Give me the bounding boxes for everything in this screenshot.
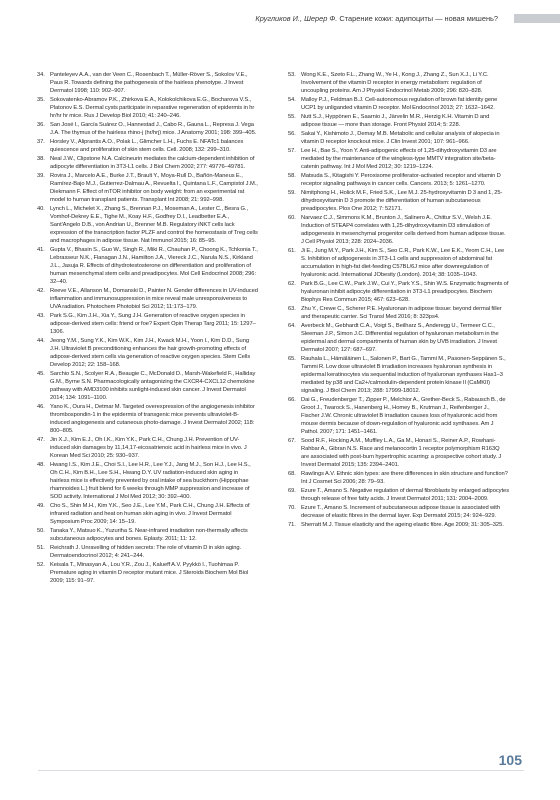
reference-text: Hwang I.S., Kim J.E., Choi S.I., Lee H.R., Lee Y.J., Jang M.J., Son H.J., Lee H.S., Oh C.H., Kim B.H., Lee S.H., Hwang D.Y. UV radiation-induced skin aging in hairless mice is effectively prevented by oral intake of sea buckthorn (Hippophae rhamnoides L.) fruit blend for 6 weeks through MMP suppression and increase of SOD activity. International J Mol Med 2012; 30: 392–400. (50, 461, 251, 500)
reference-item (288, 323, 509, 355)
reference-item (288, 148, 509, 172)
reference-text: Ezure T., Amano S. Negative regulation of dermal fibroblasts by enlarged adipocytes through release of free fatty acids. J Invest Dermatol 2011; 131: 2004–2009. (301, 487, 510, 502)
reference-item (37, 156, 258, 172)
reference-number: 42. (37, 287, 45, 294)
reference-item (288, 397, 509, 437)
reference-item (288, 488, 509, 504)
reference-item (288, 114, 509, 130)
reference-item (37, 97, 258, 121)
reference-number: 41. (37, 247, 45, 253)
reference-number: 67. (288, 437, 296, 444)
reference-text: Jin X.J., Kim E.J., Oh I.K., Kim Y.K., Park C.H., Chung J.H. Prevention of UV-induced skin damages by 11,14,17-eicosatrienoic acid in hairless mice in vivo. J Korean Med Sci 2010; 25: 930–937. (50, 436, 247, 459)
reference-number: 36. (37, 122, 45, 128)
reference-text: Sokovatenko-Abramov P.K., Zhirkova E.A., Kolokolchikova E.G., Bocharova V.S., Platonov E.S. Dermal cysts participate in reparative regeneration of epidermis in hr hr/hr hr mice. Rus J Develop Biol 2010; 41: 240–246. (50, 97, 255, 119)
reference-text: Yano K., Oura H., Detmar M. Targeted overexpression of the angiogenesis inhibitor thrombospondin-1 in the epidermis of transgenic mice prevents ultraviolet-B-induced angiogenesis and cutaneous photo-damage. J Invest Dermatol 2002; 118: 800–805. (50, 403, 255, 434)
reference-number: 59. (288, 190, 296, 197)
reference-item (37, 503, 258, 527)
reference-item (37, 313, 258, 337)
reference-item (288, 471, 509, 487)
header-accent-bar (514, 14, 560, 23)
reference-number: 70. (288, 504, 296, 511)
reference-item (288, 281, 509, 305)
reference-text: Horsley V., Aliprantis A.O., Polak L., Glimcher L.H., Fuchs E. NFATc1 balances quiescence and proliferation of skin stem cells. Cell. 2008; 132: 299–310. (50, 139, 244, 153)
reference-item (288, 97, 509, 113)
reference-number: 66. (288, 397, 296, 403)
reference-item (37, 288, 258, 312)
reference-number: 61. (288, 248, 296, 255)
reference-number: 51. (37, 544, 45, 551)
reference-text: Ezure T., Amano S. Increment of subcutaneous adipose tissue is associated with decrease of elastic fibres in the dermal layer. Exp Dermatol 2015; 24: 924–929. (301, 504, 500, 519)
reference-text: Reichrath J. Unravelling of hidden secrets: The role of vitamin D in skin aging. Dermatoendocrinol 2012; 4: 241–244. (50, 544, 242, 559)
reference-item (37, 371, 258, 403)
reference-item (37, 247, 258, 287)
reference-text: Park B.G., Lee C.W., Park J.W., Cui Y., Park Y.S., Shin W.S. Enzymatic fragments of hyaluronan inhibit adipocyte differentiation in 3T3-L1 preadipocytes. Biochem Biophys Res Commun 2015; 467: 623–628. (301, 281, 509, 303)
reference-number: 43. (37, 312, 45, 319)
reference-number: 65. (288, 356, 296, 363)
reference-number: 45. (37, 370, 45, 377)
header-title: Старение кожи: адипоциты — новая мишень? (339, 14, 498, 23)
reference-number: 38. (37, 156, 45, 163)
reference-text: Keisala T., Minasyan A., Lou Y.R., Zou J., Kalueff A.V. Pyykkö I., Tuohimaa P. Premature aging in vitamin D receptor mutant mice. J Steroids Biochem Mol Biol 2009; 115: 91–97. (50, 561, 249, 584)
reference-number: 53. (288, 72, 296, 78)
reference-item (37, 404, 258, 436)
reference-text: Sakai Y., Kishimoto J., Demay M.B. Metabolic and cellular analysis of alopecia in vitamin D receptor knockout mice. J Clin Invest 2001; 107: 961–966. (301, 131, 500, 146)
reference-item (37, 122, 258, 138)
reference-text: Reeve V.E., Allanson M., Domanski D., Painter N. Gender differences in UV-induced inflammation and immunosuppression in mice reveal male unresponsiveness to UVA radiation. Photochem Photobiol Sci 2012; 11:173–179. (50, 287, 258, 310)
reference-item (288, 438, 509, 470)
footer-divider (38, 770, 524, 771)
reference-item (37, 528, 258, 544)
reference-item (37, 139, 258, 155)
reference-item (37, 437, 258, 461)
reference-item (37, 72, 258, 96)
reference-item (37, 462, 258, 502)
reference-item (37, 545, 258, 561)
reference-text: Rawlings A.V. Ethnic skin types: are there differences in skin structure and function? Int J Cosmet Sci 2006; 28: 79–93. (301, 470, 508, 485)
reference-text: Rauhala L., Hämäläinen L., Salonen P., Bart G., Tammi M., Pasonen-Seppänen S., Tammi R. Low dose ultraviolet B irradiation increases hyaluronan synthesis in epidermal keratinocytes via sequential induction of hyaluronan synthases Has1–3 mediated by p38 and Ca2+/calmodulin-dependent protein kinase II (CaMKII) signaling. J Biol Chem 2013; 288: 17999-18012. (301, 356, 506, 394)
reference-number: 37. (37, 139, 45, 146)
references-right-column (288, 72, 509, 531)
reference-number: 44. (37, 337, 45, 344)
reference-text: Sood R.F., Hocking A.M., Muffley L.A., Ga M., Honari S., Reiner A.P., Rowhani-Rahbar A., Gibran N.S. Race and melanocortin 1 receptor polymorphism R163Q are associated with post-burn hypertrophic scarring: a prospective cohort study. J Invest Dermatol 2015; 135: 2394–2401. (301, 437, 502, 468)
reference-text: Dai G., Freudenberger T., Zipper P., Melchior A., Grether-Beck S., Rabausch B., de Groot J., Twarock S., Hanenberg H., Homey B., Krutman J., Reifenberger J., Fischer J.W. Chronic ultraviolet B irradiation causes loss of hyaluronic acid from mouse dermis because of down-regulation of hyaluronic acid synthases. Am J Pathol. 2007; 171: 1451–1461. (301, 397, 506, 435)
reference-number: 62. (288, 281, 296, 288)
reference-text: San José I., García Suárez O., Hannestad J., Cabo R., Gauna L., Represa J. Vega J.A. The thymus of the hairless rhino-j (hr/hrj) mice. J Anatomy 2001; 198: 399–405. (50, 122, 257, 136)
reference-item (37, 173, 258, 205)
reference-number: 47. (37, 436, 45, 443)
reference-text: Wong K.E., Szeto F.L., Zhang W., Ye H., Kong J., Zhang Z., Sun X.J., Li Y.C. Involvement of the vitamin D receptor in energy metabolism: regulation of uncoupling proteins. Am J Physiol Endocrinol Metab 2009; 296: 820–828. (301, 72, 489, 94)
reference-text: Narvaez C.J., Simmons K.M., Brunton J., Salinero A., Chittur S.V., Welsh J.E. Induction of STEAP4 correlates with 1,25-dihydroxyvitamin D3 stimulation of adipogenesis in mesenchymal progenitor cells derived from human adipose tissue. J Cell Physiol 2013; 228: 2024–2036. (301, 215, 506, 246)
reference-number: 52. (37, 561, 45, 568)
reference-number: 64. (288, 323, 296, 330)
reference-text: Jeong Y.M., Sung Y.K., Kim W.K., Kim J.H., Kwack M.H., Yoon I., Kim D.D., Sung J.H. Ultraviolet B preconditioning enhances the hair growth-promoting effects of adipose-derived stem cells via generation of reactive oxygen species. Stem Cells Develop 2012; 22: 158–168. (50, 337, 251, 368)
reference-text: Malloy P.J., Feldman B.J. Cell-autonomous regulation of brown fat identity gene UCP1 by unliganded vitamin D receptor. Mol Endocrinol 2013; 27: 1632–1642. (301, 97, 498, 111)
reference-item (288, 173, 509, 189)
reference-number: 68. (288, 470, 296, 477)
reference-number: 50. (37, 527, 45, 534)
running-header (0, 0, 560, 34)
reference-item (288, 356, 509, 396)
reference-text: Neal J.W., Clipstone N.A. Calcineurin mediates the calcium-dependent inhibition of adipocyte differentiation in 3T3-L1 cells. J Biol Chem 2002; 277: 49776–49781. (50, 156, 255, 171)
reference-item (37, 338, 258, 370)
header-authors: Кругликов И., Шерер Ф. (255, 14, 338, 23)
reference-number: 63. (288, 306, 296, 313)
reference-text: Lee H., Bae S., Yoon Y. Anti-adipogenic effects of 1,25-dihydroxyvitamin D3 are mediated by the maintenance of the wingless-type MMTV integration site/beta-catenin pathway. Int J Mol Med 2012; 30: 1219–1224. (301, 148, 497, 171)
reference-number: 56. (288, 131, 296, 138)
reference-text: Park S.G., Kim J.H., Xia Y., Sung J.H. Generation of reactive oxygen species in adipose-derived stem cells: friend or foe? Expert Opin Therap Targ 2011; 15: 1297–1306. (50, 312, 256, 335)
running-header-text (255, 14, 498, 23)
reference-text: Ji E., Jung M.Y., Park J.H., Kim S., Seo C.R., Park K.W., Lee E.K., Yeom C.H., Lee S. Inhibition of adipogenesis in 3T3-L1 cells and suppression of abdominal fat accumulation in high-fat diet-feeding C57BL/6J mice after downregulation of hyaluronic acid. International JObesity (London). 2014; 38: 1035–1043. (301, 248, 505, 278)
reference-text: Averbeck M., Gebhardt C.A., Voigt S., Beilharz S., Anderegg U., Termeer C.C., Sleeman J.P., Simon J.C. Differential regulation of hyaluronan metabolism in the epidermal and dermal compartments of human skin by UVB irradiation. J Invest Dermatol 2007; 127: 687–697. (301, 323, 499, 353)
reference-text: Gupta V., Bhasin S., Guo W., Singh R., Miki R., Chauhan P., Choong K., Tchkonia T., Lebrasseur N.K., Flanagan J.N., Hamilton J.A., Viereck J.C., Narula N.S., Kirkland J.L., Jasuja R. Effects of dihydrotestosterone on differentiation and proliferation of human mesenchymal stem cells and preadipocytes. Mol Cell Endocrinol 2008; 296: 32–40. (50, 247, 258, 285)
reference-text: Matsuda S., Kitagishi Y. Peroxisome proliferator-activated receptor and vitamin D receptor signaling pathways in cancer cells. Cancers. 2013; 5: 1261–1270. (301, 173, 501, 188)
reference-item (288, 248, 509, 280)
reference-number: 48. (37, 461, 45, 468)
page-number: 105 (498, 752, 522, 768)
reference-number: 46. (37, 403, 45, 410)
reference-number: 55. (288, 114, 296, 121)
reference-number: 34. (37, 72, 45, 78)
reference-text: Nutt S.J., Hyppönen E., Saarnio J., Järvelin M.R., Herzig K.H. Vitamin D and adipose tissue — more than storage. Front Physiol 2014; 5: 228. (301, 114, 490, 128)
reference-number: 40. (37, 206, 45, 213)
reference-number: 71. (288, 522, 296, 528)
reference-text: Lynch L., Michelet X., Zhang S., Brennan P.J., Moseman A., Lester C., Besra G., Vomhof-Dekrey E.E., Tighe M., Koay H.F., Godfrey D.I., Leadbetter E.A., Sant'Angelo D.B., von Andrian U., Brenner M.B. Regulatory iNKT cells lack expression of the transcription factor PLZF and control the homeostasis of Treg cells and macrophages in adipose tissue. Nat Immunol 2015; 16: 85–95. (50, 206, 258, 244)
reference-text: Sarchio S.N., Scolyer R.A., Beaugie C., McDonald D., Marsh-Wakefield F., Halliday G.M., Byrne S.N. Pharmacologically antagonizing the CXCR4-CXCL12 chemokine pathway with AMD3100 inhibits sunlight-induced skin cancer. J Invest Dermatol 2014; 134: 1091–1100. (50, 370, 256, 401)
reference-item (37, 562, 258, 586)
reference-number: 49. (37, 502, 45, 509)
reference-item (288, 72, 509, 96)
reference-text: Panteleyev A.A., van der Veen C., Rosenbach T., Müller-Röver S., Sokolov V.E., Paus R. Towards defining the pathogenesis of the hairless phenotype. J Invest Dermatol 1998; 110: 902–907. (50, 72, 248, 94)
reference-item (37, 206, 258, 246)
reference-item (288, 522, 509, 530)
reference-item (288, 190, 509, 214)
reference-number: 60. (288, 215, 296, 222)
reference-item (288, 131, 509, 147)
reference-item (288, 215, 509, 247)
reference-item (288, 505, 509, 521)
reference-text: Zhu Y., Crewe C., Scherer P.E. Hyaluronan in adipose tissue: beyond dermal filler and therapeutic carrier. Sci Transl Med 2016; 8: 323ps4. (301, 306, 502, 321)
reference-number: 39. (37, 173, 45, 180)
reference-text: Nimitphong H., Holick M.F., Fried S.K., Lee M.J. 25-hydroxyvitamin D 3 and 1, 25-dihydroxyvitamin D 3 promote the differentiation of human subcutaneous preadipocytes. Plos One 2012; 7: 52171. (301, 190, 503, 213)
reference-number: 35. (37, 97, 45, 103)
reference-text: Tanaka Y., Matsuo K., Yuzuriha S. Near-infrared irradiation non-thermally affects subcutaneous adipocytes and bones. Eplasty. 2011; 11: 12. (50, 527, 248, 542)
references-left-column (37, 72, 258, 587)
reference-number: 57. (288, 148, 296, 155)
reference-text: Rovira J., Marcelo A.E., Burke J.T., Brault Y., Moya-Rull D., Bañón-Maneus E., Ramírez-Bajo M.J., Gutierrez-Dalmau A., Revuelta I., Quintana L.F., Campistol J.M., Diekmann F. Effect of mTOR inhibitor on body weight: from an experimental rat model to human transplant patients. Transplant Int 2008; 21: 992–998. (50, 173, 258, 203)
reference-number: 58. (288, 173, 296, 180)
reference-number: 69. (288, 487, 296, 494)
reference-text: Sherratt M.J. Tissue elasticity and the ageing elastic fibre. Age 2009; 31: 305–325. (301, 522, 504, 528)
reference-item (288, 306, 509, 322)
reference-text: Cho S., Shin M.H., Kim Y.K., Seo J.E., Lee Y.M., Park C.H., Chung J.H. Effects of infrared radiation and heat on human skin aging in vivo. J Invest Dermatol Symposium Proc 2009; 14: 15–19. (50, 502, 250, 525)
reference-number: 54. (288, 97, 296, 103)
